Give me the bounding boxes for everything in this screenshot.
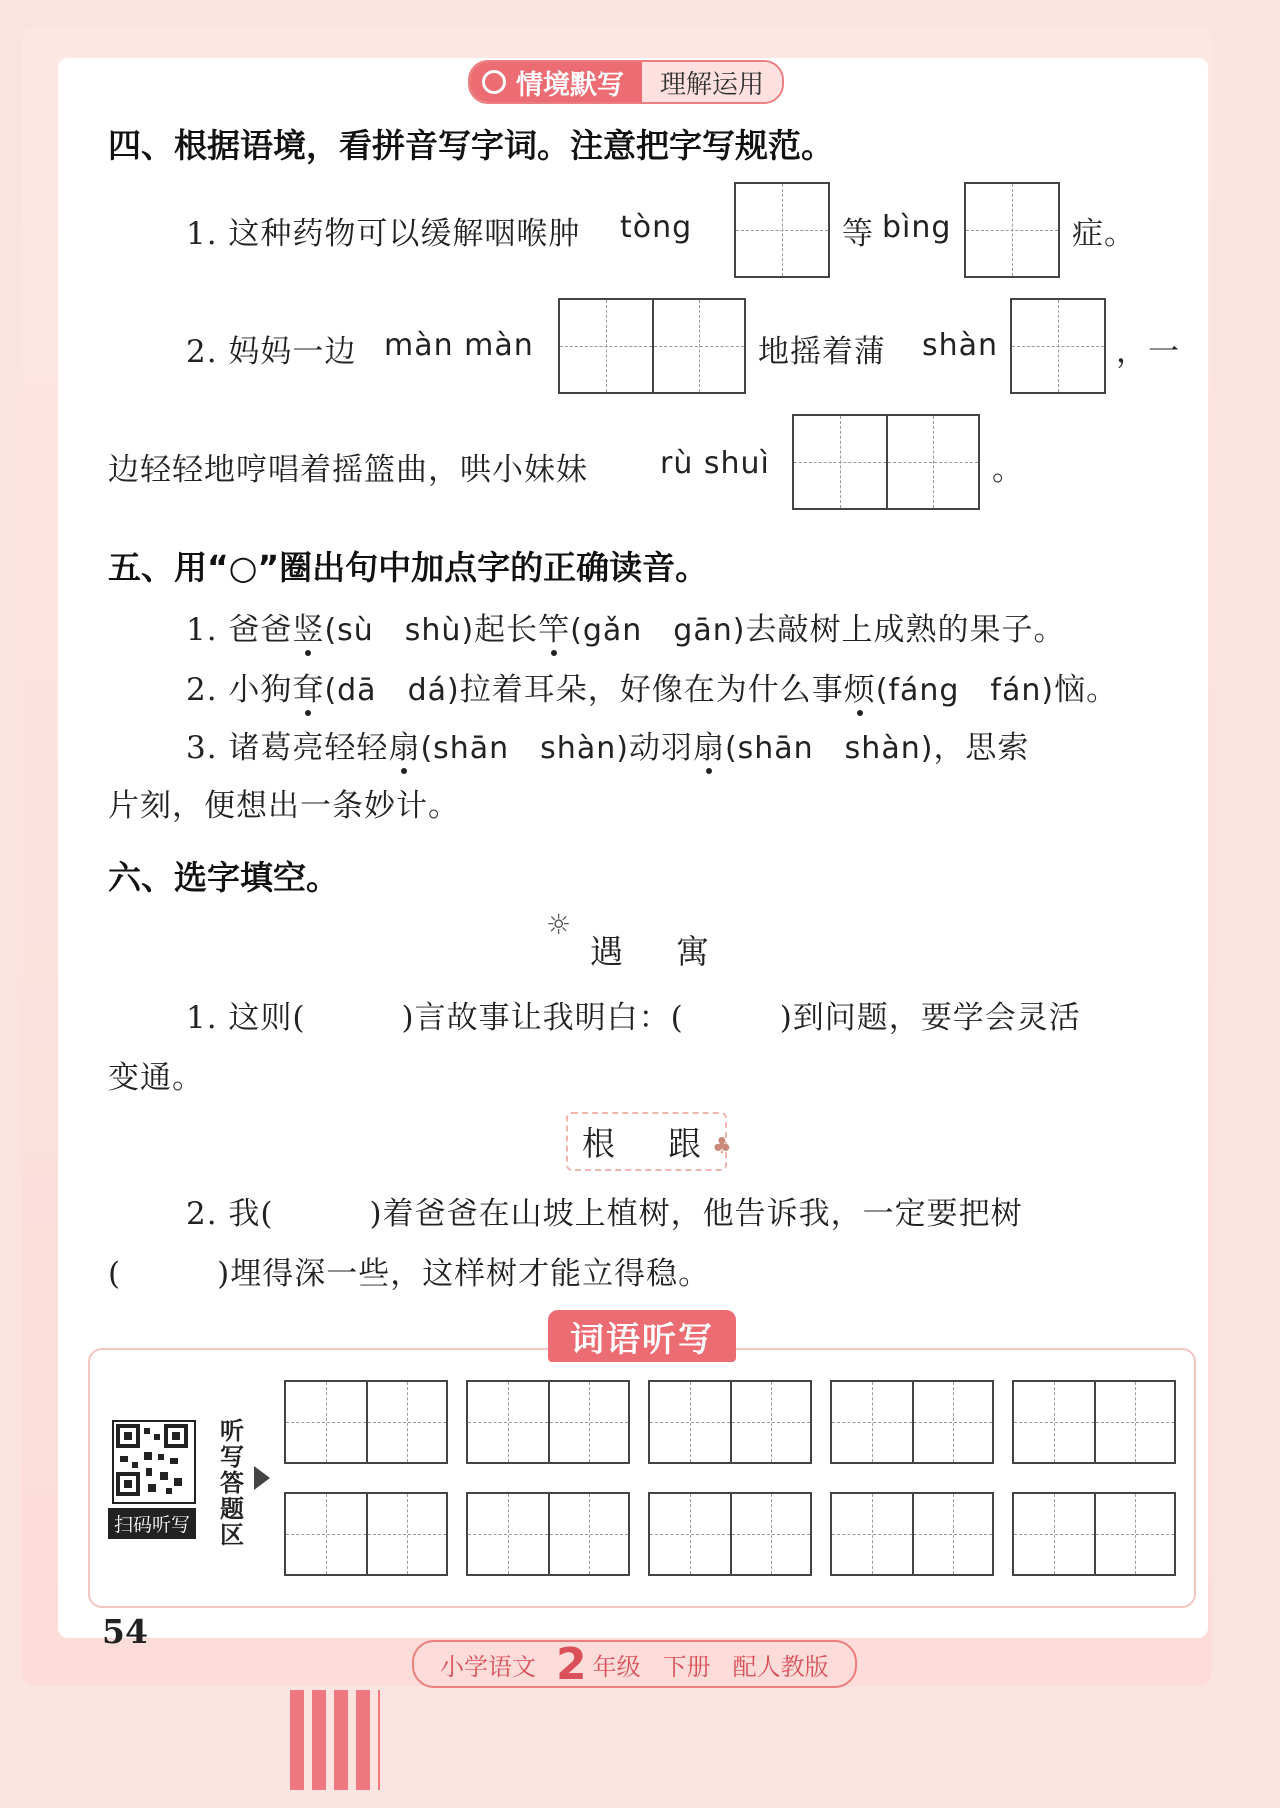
page-number: 54 (102, 1612, 148, 1651)
dictation-side-label: 听写答题区 (220, 1417, 244, 1549)
s4-q2-answer-grid-1[interactable] (558, 298, 746, 394)
footer-edition: 配人教版 (732, 1652, 829, 1681)
s4-q1-answer-grid-2[interactable] (964, 182, 1060, 278)
footer-grade: 2 (556, 1638, 587, 1690)
banner-subtag: 理解运用 (642, 62, 782, 102)
section4-title: 四、根据语境，看拼音写字词。注意把字写规范。 (108, 126, 834, 165)
play-arrow-icon (254, 1466, 270, 1490)
s6-choice-set-2: 根 跟 (566, 1112, 727, 1171)
s4-q2-end: 。 (992, 452, 1024, 488)
s6-q2-line1[interactable]: 2. 我( )着爸爸在山坡上植树，他告诉我，一定要把树 (186, 1196, 1023, 1232)
qr-label: 扫码听写 (108, 1508, 196, 1539)
s4-q1-text-a: 1. 这种药物可以缓解咽喉肿 (186, 216, 581, 252)
section-banner (468, 60, 784, 104)
dictation-grid[interactable] (830, 1380, 994, 1464)
dictation-grid[interactable] (284, 1492, 448, 1576)
s5-q1: 1. 爸爸竖(sù shù)起长竿(gǎn gān)去敲树上成熟的果子。 (186, 612, 1066, 648)
banner-tag: 情境默写 (516, 69, 624, 101)
section5-title: 五、用“○”圈出句中加点字的正确读音。 (108, 548, 709, 587)
s4-q1-pinyin-2: bìng (882, 210, 952, 245)
s4-q1-text-b: 等 (842, 216, 874, 252)
s4-q2-pinyin-2: shàn (922, 328, 999, 363)
s4-q2-pinyin-1: màn màn (384, 328, 534, 363)
s5-q1-options-2[interactable]: (gǎn gān) (570, 613, 746, 648)
s4-q2-line2: 边轻轻地哼唱着摇篮曲，哄小妹妹 (108, 452, 588, 488)
s5-q2-options-2[interactable]: (fáng fán) (875, 673, 1055, 708)
s4-q1-pinyin-1: tòng (620, 210, 693, 245)
sun-icon: ☼ (546, 908, 572, 941)
s4-q2-pinyin-3: rù shuì (660, 446, 770, 481)
footer-badge (412, 1640, 857, 1688)
s5-q3: 3. 诸葛亮轻轻扇(shān shàn)动羽扇(shān shàn)，思索 (186, 730, 1030, 766)
dictation-grid[interactable] (1012, 1492, 1176, 1576)
dictation-grid[interactable] (1012, 1380, 1176, 1464)
corner-decoration (290, 1690, 380, 1790)
s4-q2-answer-grid-2[interactable] (1010, 298, 1106, 394)
s6-choice-set-1: 遇 寓 (590, 932, 719, 971)
s5-q3-options-2[interactable]: (shān shàn) (724, 731, 934, 766)
footer-subject: 小学语文 (440, 1652, 536, 1681)
qr-code-icon[interactable] (112, 1420, 196, 1504)
s5-q1-dotted-char-1: 竖 (292, 612, 325, 648)
s5-q3-dotted-char-1: 扇 (388, 730, 421, 766)
dictation-title: 词语听写 (548, 1310, 736, 1362)
dictation-grid[interactable] (648, 1380, 812, 1464)
s5-q1-options-1[interactable]: (sù shù) (324, 613, 475, 648)
s4-q2-text-a: 2. 妈妈一边 (186, 334, 357, 370)
s5-q1-dotted-char-2: 竿 (538, 612, 571, 648)
s5-q3-options-1[interactable]: (shān shàn) (420, 731, 629, 766)
dictation-grid[interactable] (284, 1380, 448, 1464)
s5-q2-dotted-char-1: 耷 (292, 672, 325, 708)
s4-q2-text-c: ，一 (1116, 334, 1180, 370)
s6-q1-line2: 变通。 (108, 1060, 204, 1096)
s5-q3-line2: 片刻，便想出一条妙计。 (108, 788, 460, 824)
s4-q1-answer-grid-1[interactable] (734, 182, 830, 278)
dictation-grid[interactable] (648, 1492, 812, 1576)
s5-q2: 2. 小狗耷(dā dá)拉着耳朵，好像在为什么事烦(fáng fán)恼。 (186, 672, 1119, 708)
s5-q3-dotted-char-2: 扇 (692, 730, 725, 766)
s4-q2-text-b: 地摇着蒲 (758, 334, 886, 370)
s4-q2-answer-grid-3[interactable] (792, 414, 980, 510)
tree-icon: ♣ (712, 1134, 732, 1159)
s4-q1-text-c: 症。 (1072, 216, 1136, 252)
dictation-grid[interactable] (466, 1380, 630, 1464)
dictation-grid[interactable] (466, 1492, 630, 1576)
medal-icon (482, 70, 506, 94)
dictation-grid[interactable] (830, 1492, 994, 1576)
footer-grade-unit: 年级 (592, 1652, 641, 1681)
footer-term: 下册 (662, 1652, 711, 1681)
s6-q2-line2[interactable]: ( )埋得深一些，这样树才能立得稳。 (108, 1256, 711, 1292)
s5-q2-options-1[interactable]: (dā dá) (324, 673, 460, 708)
s6-q1-line1[interactable]: 1. 这则( )言故事让我明白：( )到问题，要学会灵活 (186, 1000, 1081, 1036)
s5-q2-dotted-char-2: 烦 (843, 672, 876, 708)
section6-title: 六、选字填空。 (108, 858, 339, 897)
